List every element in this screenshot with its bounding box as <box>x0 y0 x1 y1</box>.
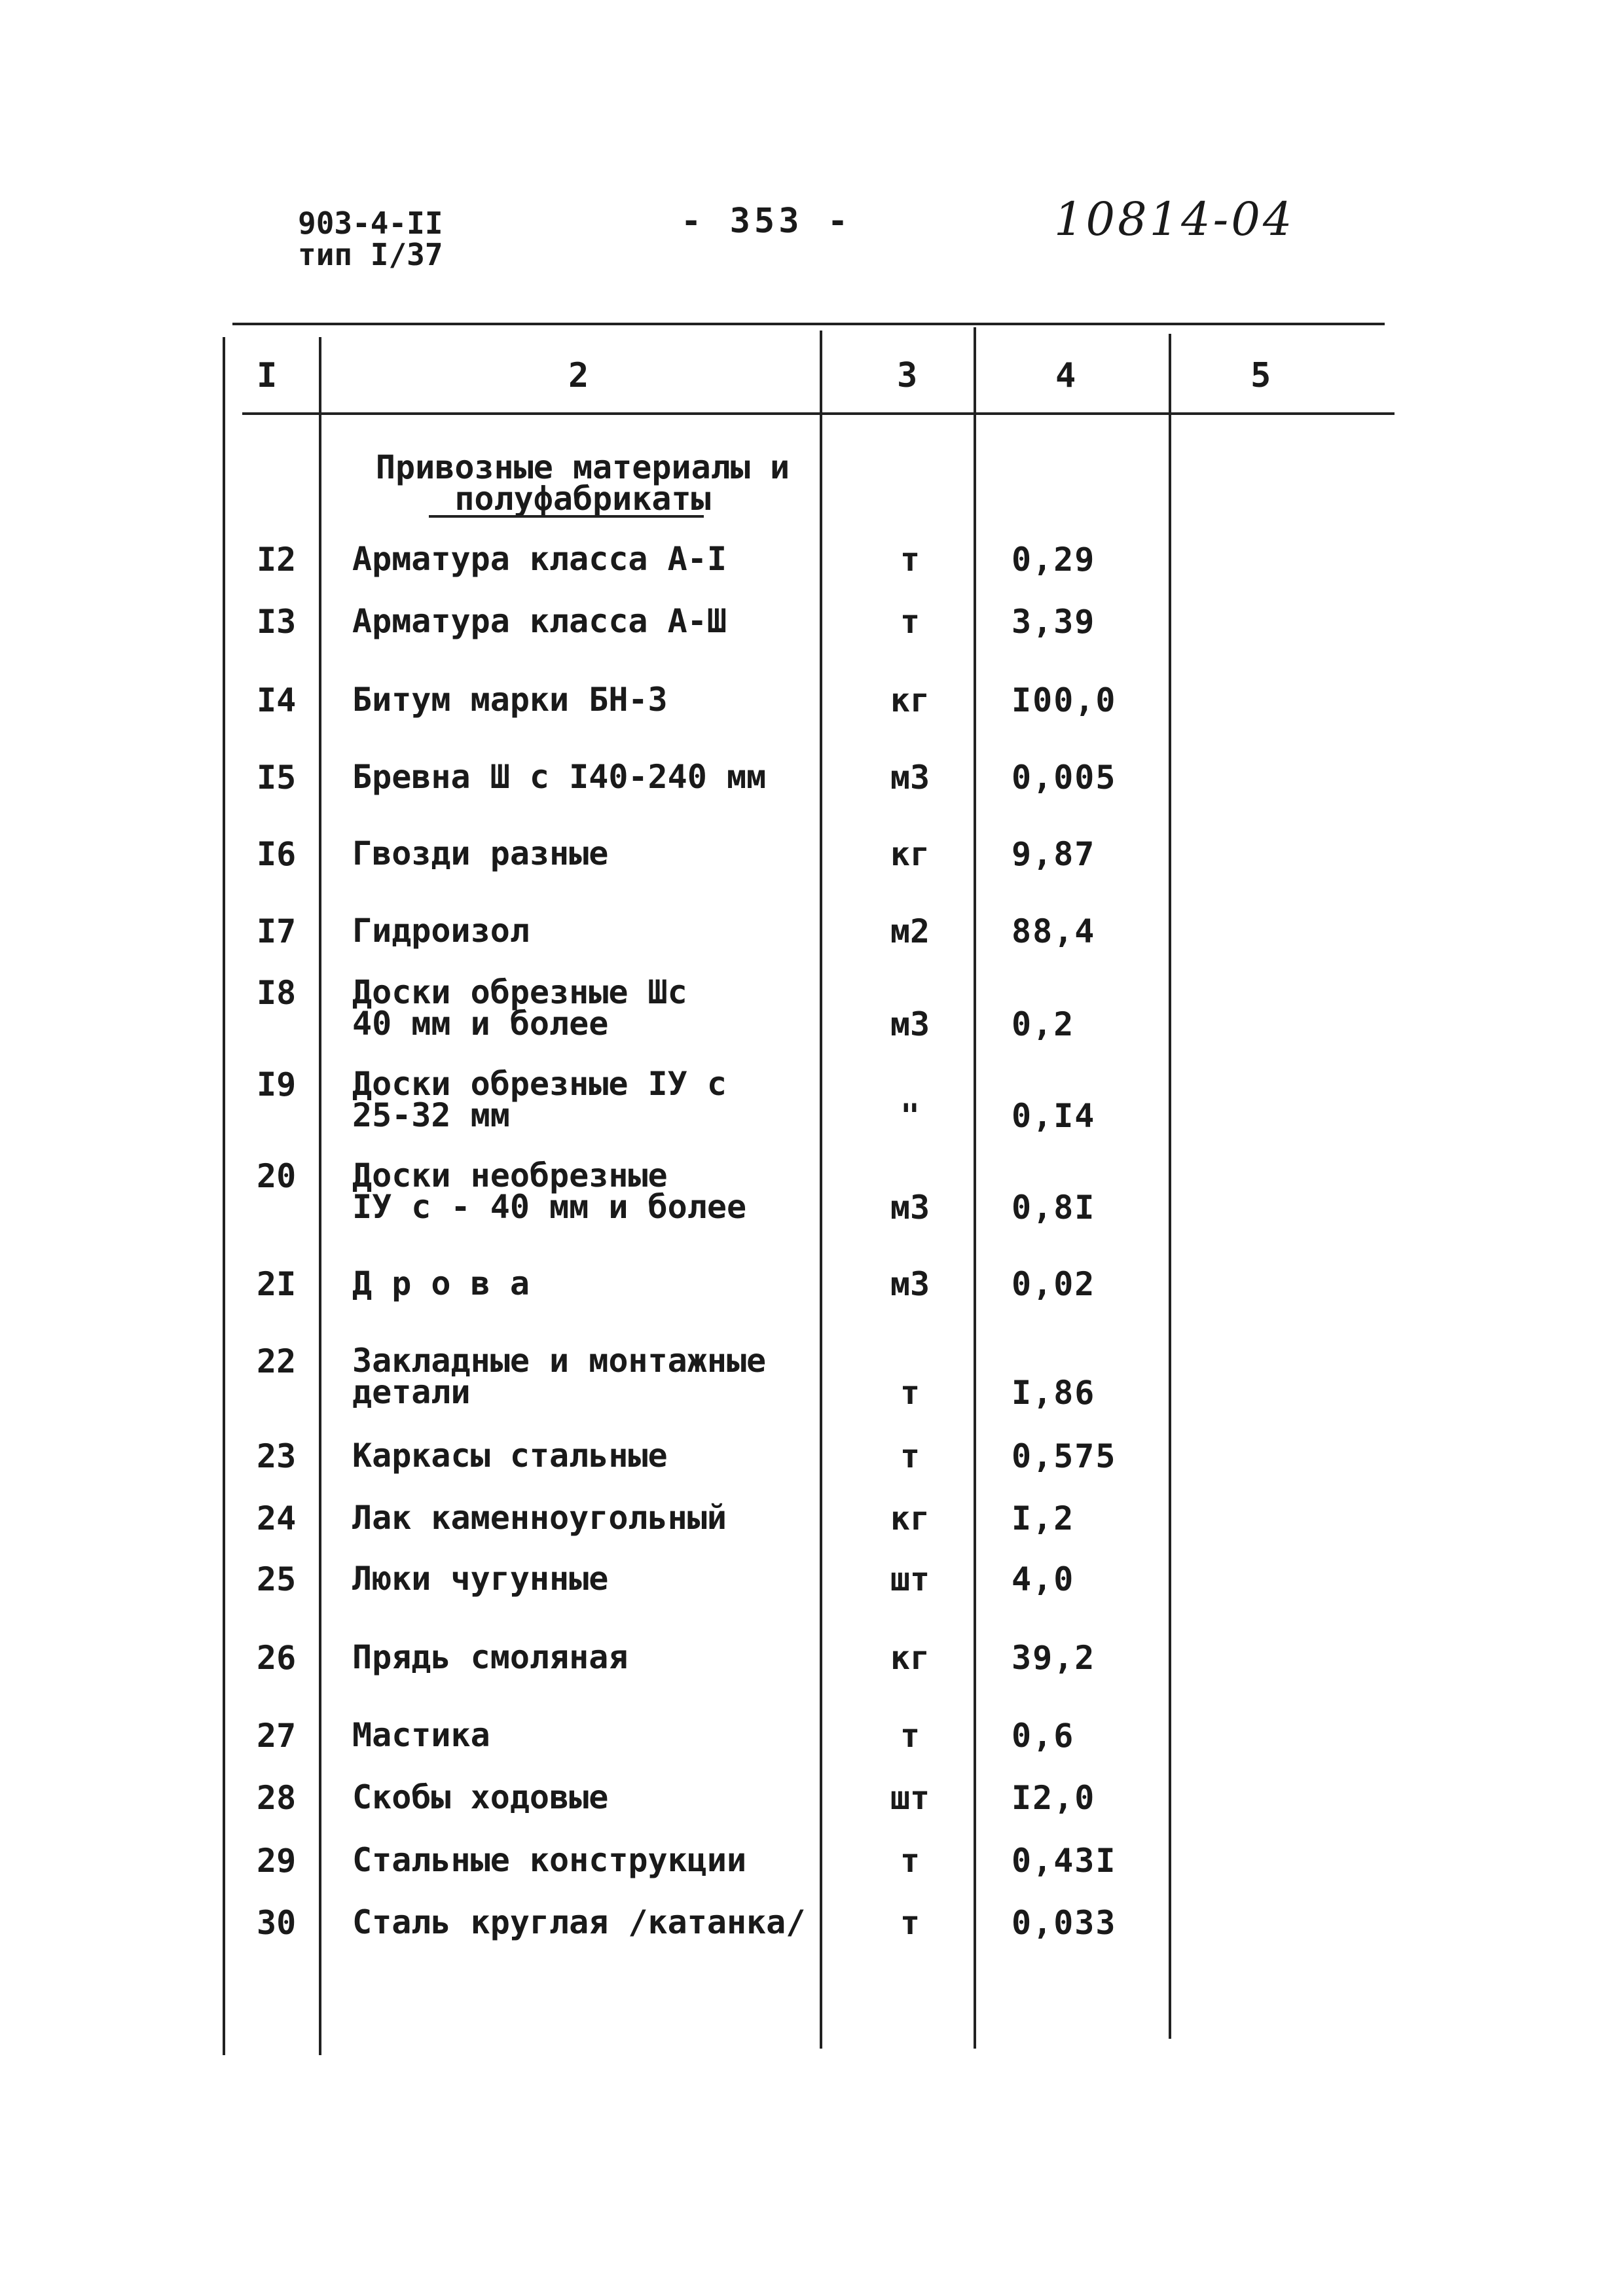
material-name-line-1: Доски обрезные Шс <box>352 973 687 1011</box>
row-number: 24 <box>257 1499 297 1537</box>
quantity: 88,4 <box>1012 912 1096 950</box>
quantity: 0,02 <box>1012 1265 1096 1303</box>
material-name-line-1: Стальные конструкции <box>352 1841 747 1879</box>
unit-of-measure: т <box>900 1374 921 1412</box>
material-name-line-2: IУ с - 40 мм и более <box>352 1188 747 1226</box>
material-name <box>352 1638 629 1676</box>
row-number: I6 <box>257 835 297 873</box>
table-top-rule <box>232 323 1385 325</box>
unit-of-measure: кг <box>890 681 930 719</box>
unit-of-measure: т <box>900 541 921 579</box>
material-name-line-1: Д р о в а <box>352 1265 530 1302</box>
material-name-line-1: Прядь смоляная <box>352 1638 629 1676</box>
material-name-line-1: Битум марки БН-3 <box>352 681 668 719</box>
material-name <box>352 602 727 640</box>
quantity: I,2 <box>1012 1499 1075 1537</box>
material-name-line-1: Арматура класса А-I <box>352 540 727 578</box>
material-name-line-2: 25-32 мм <box>352 1096 510 1134</box>
material-name <box>352 681 668 719</box>
quantity: 0,8I <box>1012 1189 1096 1227</box>
unit-of-measure: м3 <box>890 1265 930 1303</box>
unit-of-measure: шт <box>890 1560 930 1598</box>
unit-of-measure: кг <box>890 1639 930 1677</box>
unit-of-measure: м3 <box>890 759 930 797</box>
material-name-line-1: Доски обрезные IУ с <box>352 1065 727 1103</box>
column-divider-3 <box>974 327 976 2049</box>
material-name <box>352 1560 609 1598</box>
quantity: I00,0 <box>1012 681 1117 719</box>
material-name-line-1: Каркасы стальные <box>352 1437 668 1475</box>
material-name-line-1: Арматура класса А-Ш <box>352 602 727 640</box>
unit-of-measure: кг <box>890 835 930 873</box>
material-name-line-1: Гидроизол <box>352 912 530 950</box>
unit-of-measure: " <box>900 1097 921 1135</box>
quantity: 3,39 <box>1012 603 1096 641</box>
quantity: 9,87 <box>1012 835 1096 873</box>
material-name-line-1: Люки чугунные <box>352 1560 609 1598</box>
material-name-line-1: Сталь круглая /катанка/ <box>352 1903 806 1941</box>
section-title <box>367 448 799 518</box>
unit-of-measure: м3 <box>890 1005 930 1043</box>
quantity: I,86 <box>1012 1374 1096 1412</box>
row-number: 22 <box>257 1342 297 1380</box>
row-number: I4 <box>257 681 297 719</box>
row-number: 20 <box>257 1157 297 1195</box>
material-name-line-1: Доски необрезные <box>352 1157 668 1194</box>
quantity: 0,005 <box>1012 759 1117 797</box>
material-name-line-1: Закладные и монтажные <box>352 1342 767 1380</box>
document-code-block <box>298 208 443 271</box>
material-name <box>352 912 530 950</box>
row-number: 2I <box>257 1265 297 1303</box>
table-left-border <box>223 337 225 2055</box>
material-name <box>352 1342 767 1411</box>
column-divider-1 <box>319 337 321 2055</box>
material-name <box>352 758 767 796</box>
material-name <box>352 1265 530 1302</box>
quantity: 0,29 <box>1012 541 1096 579</box>
section-title-line-1: Привозные материалы и <box>375 448 790 486</box>
quantity: 0,575 <box>1012 1437 1117 1475</box>
section-title-underline <box>429 515 704 518</box>
row-number: 26 <box>257 1639 297 1677</box>
column-divider-4 <box>1169 334 1171 2039</box>
row-number: 23 <box>257 1437 297 1475</box>
row-number: I8 <box>257 974 297 1012</box>
row-number: 25 <box>257 1560 297 1598</box>
material-name <box>352 1903 806 1941</box>
material-name <box>352 834 609 872</box>
material-name-line-1: Лак каменноугольный <box>352 1499 727 1537</box>
quantity: 0,I4 <box>1012 1097 1096 1135</box>
unit-of-measure: м3 <box>890 1189 930 1227</box>
unit-of-measure: т <box>900 1842 921 1880</box>
row-number: 30 <box>257 1904 297 1942</box>
column-divider-2 <box>820 331 822 2049</box>
material-name-line-2: детали <box>352 1373 471 1411</box>
quantity: 0,033 <box>1012 1904 1117 1942</box>
column-number-5: 5 <box>1250 356 1271 395</box>
material-name <box>352 1437 668 1475</box>
row-number: I7 <box>257 912 297 950</box>
row-number: 27 <box>257 1717 297 1755</box>
header-bottom-rule <box>242 412 1395 415</box>
page-number: - 353 - <box>681 202 852 241</box>
row-number: I2 <box>257 541 297 579</box>
quantity: I2,0 <box>1012 1779 1096 1817</box>
document-code: 903-4-II <box>298 206 443 241</box>
unit-of-measure: кг <box>890 1499 930 1537</box>
column-number-4: 4 <box>1055 356 1076 395</box>
material-name <box>352 973 687 1043</box>
row-number: I3 <box>257 603 297 641</box>
material-name-line-2: 40 мм и более <box>352 1005 609 1043</box>
column-number-2: 2 <box>568 356 589 395</box>
row-number: 29 <box>257 1842 297 1880</box>
column-number-3: 3 <box>897 356 918 395</box>
material-name <box>352 1065 727 1134</box>
type-label: тип I/37 <box>298 237 443 272</box>
section-title-line-2: полуфабрикаты <box>454 480 711 518</box>
quantity: 0,43I <box>1012 1842 1117 1880</box>
material-name <box>352 540 727 578</box>
material-name <box>352 1157 747 1226</box>
unit-of-measure: м2 <box>890 912 930 950</box>
row-number: 28 <box>257 1779 297 1817</box>
column-number-1: I <box>257 356 278 395</box>
quantity: 0,2 <box>1012 1005 1075 1043</box>
unit-of-measure: т <box>900 1717 921 1755</box>
material-name <box>352 1499 727 1537</box>
archive-number: 10814-04 <box>1054 192 1295 246</box>
row-number: I9 <box>257 1066 297 1103</box>
quantity: 4,0 <box>1012 1560 1075 1598</box>
material-name-line-1: Гвозди разные <box>352 834 609 872</box>
material-name-line-1: Бревна Ш с I40-240 мм <box>352 758 767 796</box>
material-name <box>352 1841 747 1879</box>
quantity: 0,6 <box>1012 1717 1075 1755</box>
material-name-line-1: Мастика <box>352 1716 490 1754</box>
unit-of-measure: т <box>900 603 921 641</box>
material-name <box>352 1778 609 1816</box>
quantity: 39,2 <box>1012 1639 1096 1677</box>
unit-of-measure: т <box>900 1437 921 1475</box>
unit-of-measure: шт <box>890 1779 930 1817</box>
unit-of-measure: т <box>900 1904 921 1942</box>
row-number: I5 <box>257 759 297 797</box>
material-name-line-1: Скобы ходовые <box>352 1778 609 1816</box>
material-name <box>352 1716 490 1754</box>
